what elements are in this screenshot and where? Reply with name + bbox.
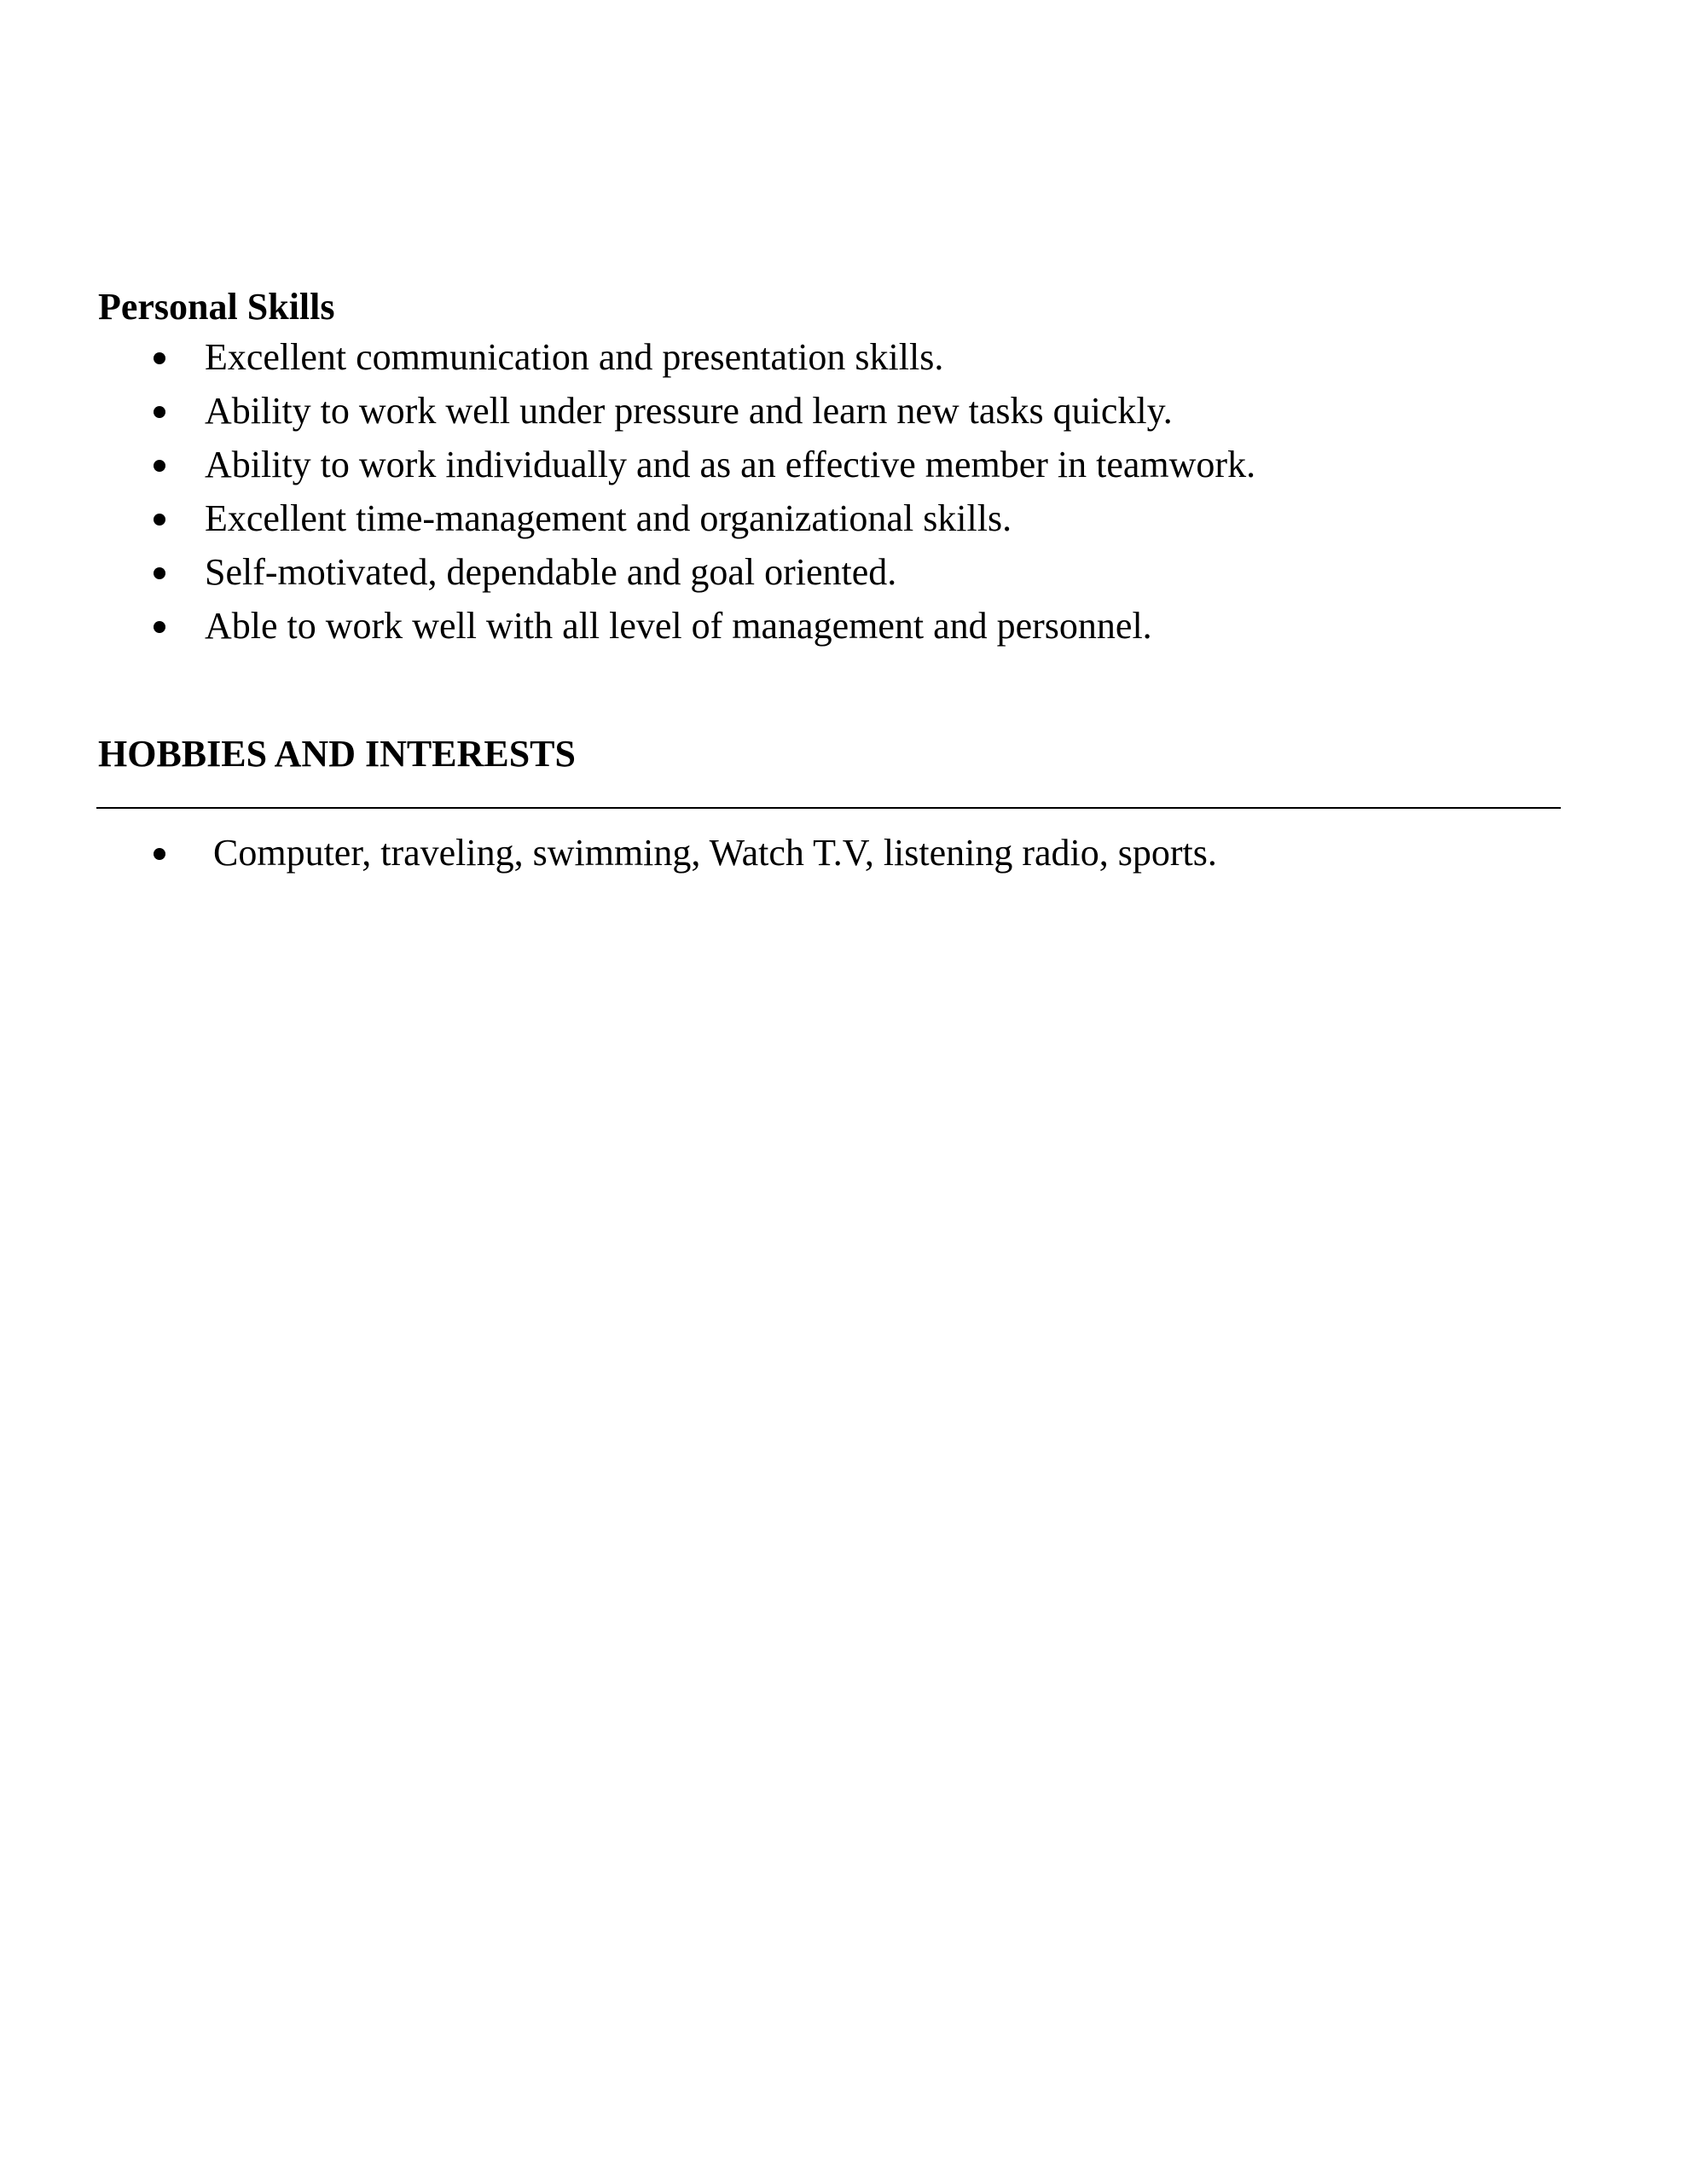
personal-skills-heading: Personal Skills — [98, 286, 335, 328]
hobbies-heading: HOBBIES AND INTERESTS — [98, 733, 576, 775]
bullet-icon — [154, 460, 165, 472]
list-item-text: Self-motivated, dependable and goal oriented. — [205, 551, 897, 593]
bullet-icon — [154, 406, 165, 418]
section-divider — [96, 807, 1561, 809]
list-item-text: Excellent communication and presentation skills. — [205, 336, 944, 378]
bullet-icon — [154, 514, 165, 526]
bullet-icon — [154, 567, 165, 579]
list-item-text: Ability to work well under pressure and learn new tasks quickly. — [205, 390, 1173, 432]
list-item-text: Excellent time-management and organizational skills. — [205, 497, 1012, 539]
list-item-text: Able to work well with all level of management and personnel. — [205, 605, 1152, 647]
bullet-icon — [154, 352, 165, 364]
list-item-text: Computer, traveling, swimming, Watch T.V, listening radio, sports. — [213, 832, 1217, 874]
bullet-icon — [154, 848, 165, 860]
bullet-icon — [154, 621, 165, 633]
list-item-text: Ability to work individually and as an effective member in teamwork. — [205, 444, 1256, 485]
